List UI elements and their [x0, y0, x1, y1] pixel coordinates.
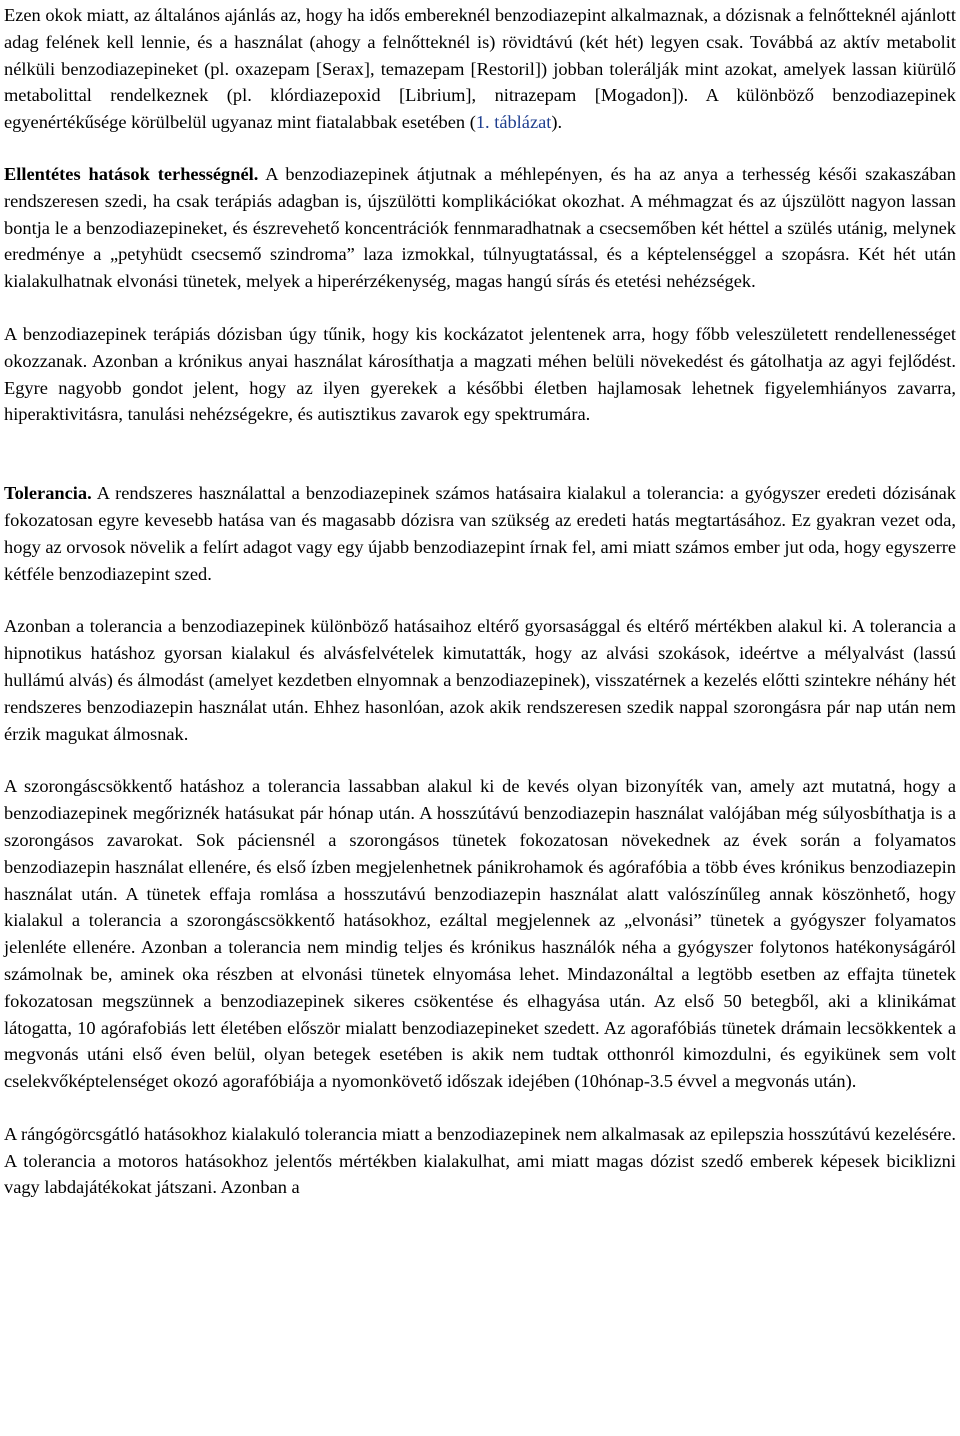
- section-heading-tolerance: Tolerancia.: [4, 483, 92, 504]
- section-heading-pregnancy: Ellentétes hatások terhességnél.: [4, 163, 259, 184]
- paragraph-text: Azonban a tolerancia a benzodiazepinek különböző hatásaihoz eltérő gyorsasággal és eltérő mértékben alakul ki. A tolerancia a hipnotikus hatáshoz gyorsan kialakul és alvásfelvételek kimutatták, hogy az alvási szokások, ideértve a mélyalvást (lassú hullámú alvás) és álmodást (amelyet kezdetben elnyomnak a benzodiazepinek), visszatérnek a kezelés előtti szintekre néhány hét rendszeres benzodiazepin használat után. Ehhez hasonlóan, azok akik rendszeresen szedik nappal szorongásra pár nap után nem érzik magukat álmosnak.: [4, 616, 956, 744]
- table-1-link[interactable]: 1. táblázat: [475, 112, 552, 133]
- paragraph-anxiolytic-tolerance: [4, 773, 956, 1095]
- paragraph-text: A benzodiazepinek átjutnak a méhlepényen, és ha az anya a terhesség késői szakaszában rendszeresen szedi, ha csak terápiás adagban is, újszülötti komplikációkat okozhat. A méhmagzat és az újszülött nagyon lassan bontja le a benzodiazepineket, és észrevehető koncentrációk fennmaradhatnak a csecsemőben két héttel a szülés utánig, melynek eredménye a „petyhüdt csecsemő szindroma” laza izmokkal, túlnyugtatással, és a képtelenséggel a szopásra. Két hét után kialakulhatnak elvonási tünetek, melyek a hiperérzékenység, magas hangú sírás és etetési nehézségek.: [4, 163, 956, 292]
- paragraph-text: A rángógörcsgátló hatásokhoz kialakuló tolerancia miatt a benzodiazepinek nem alkalmasak az epilepszia hosszútávú kezelésére. A tolerancia a motoros hatásokhoz jelentős mértékben kialakulhat, ami miatt magas dózist szedő emberek képesek biciklizni vagy labdajátékokat játszani. Azonban a: [4, 1123, 956, 1198]
- paragraph-congenital-risk: [4, 321, 956, 428]
- paragraph-anticonvulsant-tolerance: [4, 1121, 956, 1201]
- paragraph-pregnancy-effects: [4, 161, 956, 295]
- paragraph-text-end: ).: [551, 112, 563, 133]
- paragraph-text: Ezen okok miatt, az általános ajánlás az, hogy ha idős embereknél benzodiazepint alkalmaznak, a dózisnak a felnőtteknél ajánlott adag felének kell lennie, és a használat (ahogy a felnőtteknél is) rövidtávú (két hét) legyen csak. Továbbá az aktív metabolit nélküli benzodiazepineket (pl. oxazepam [Serax], temazepam [Restoril]) jobban tolerálják mint azokat, amelyek lassan kiürülő metabolittal rendelkeznek (pl. klórdiazepoxid [Librium], nitrazepam [Mogadon]). A különböző benzodiazepinek egyenértékűsége körülbelül ugyanaz mint fiatalabbak esetében (: [4, 5, 956, 133]
- paragraph-hypnotic-tolerance: [4, 613, 956, 747]
- paragraph-tolerance: [4, 480, 956, 587]
- paragraph-text: A szorongáscsökkentő hatáshoz a tolerancia lassabban alakul ki de kevés olyan bizonyíték van, amely azt mutatná, hogy a benzodiazepinek megőriznék hatásukat pár hónap után. A hosszútávú benzodiazepin használat valójában még súlyosbíthatja is a szorongásos zavarokat. Sok páciensnél a szorongásos tünetek fokozatosan növekednek az évek során a folyamatos benzodiazepin használat ellenére, és első ízben megjelenhetnek pánikrohamok és agórafóbia a több éves krónikus benzodiazepin használat után. A tünetek effaja romlása a hosszutávú benzodiazepin használat alatt valószínűleg annak köszönhető, hogy kialakul a tolerancia a szorongáscsökkentő hatásokhoz, ezáltal megjelennek az „elvonási” tünetek a gyógyszer folyamatos jelenléte ellenére. Azonban a tolerancia nem mindig teljes és krónikus használók néha a gyógyszer folytonos hatékonyságáról számolnak be, aminek oka részben at elvonási tünetek elnyomása lehet. Mindazonáltal a legtöbb esetben az effajta tünetek fokozatosan megszünnek a benzodiazepinek sikeres csökentése és elhagyása után. Az első 50 betegből, aki a klinikámat látogatta, 10 agórafobiás lett életében először mialatt benzodiazepineket szedett. Az agorafóbiás tünetek drámain lecsökkentek a megvonás utáni első éven belül, olyan betegek esetében is akik nem tudtak otthonról kimozdulni, és egyikünek sem volt cselekvőképtelenséget okozó agorafóbiája a nyomonkövető időszak idejében (10hónap-3.5 évvel a megvonás után).: [4, 776, 956, 1092]
- paragraph-elderly-dosing: [4, 2, 956, 136]
- paragraph-text: A benzodiazepinek terápiás dózisban úgy tűnik, hogy kis kockázatot jelentenek arra, hogy főbb veleszületett rendellenességet okozzanak. Azonban a krónikus anyai használat károsíthatja a magzati méhen belüli növekedést és gátolhatja az agyi fejlődést. Egyre nagyobb gondot jelent, hogy az ilyen gyerekek a későbbi életben hajlamosak lehetnek figyelemhiányos zavarra, hiperaktivitásra, tanulási nehézségekre, és autisztikus zavarok egy spektrumára.: [4, 323, 956, 425]
- paragraph-text: A rendszeres használattal a benzodiazepinek számos hatásaira kialakul a tolerancia: a gyógyszer eredeti dózisának fokozatosan egyre kevesebb hatása van és magasabb dózisra van szükség az eredeti hatás megtartásához. Ez gyakran vezet oda, hogy az orvosok növelik a felírt adagot vagy egy újabb benzodiazepint írnak fel, ami miatt számos ember jut oda, hogy egyszerre kétféle benzodiazepint szed.: [4, 483, 956, 584]
